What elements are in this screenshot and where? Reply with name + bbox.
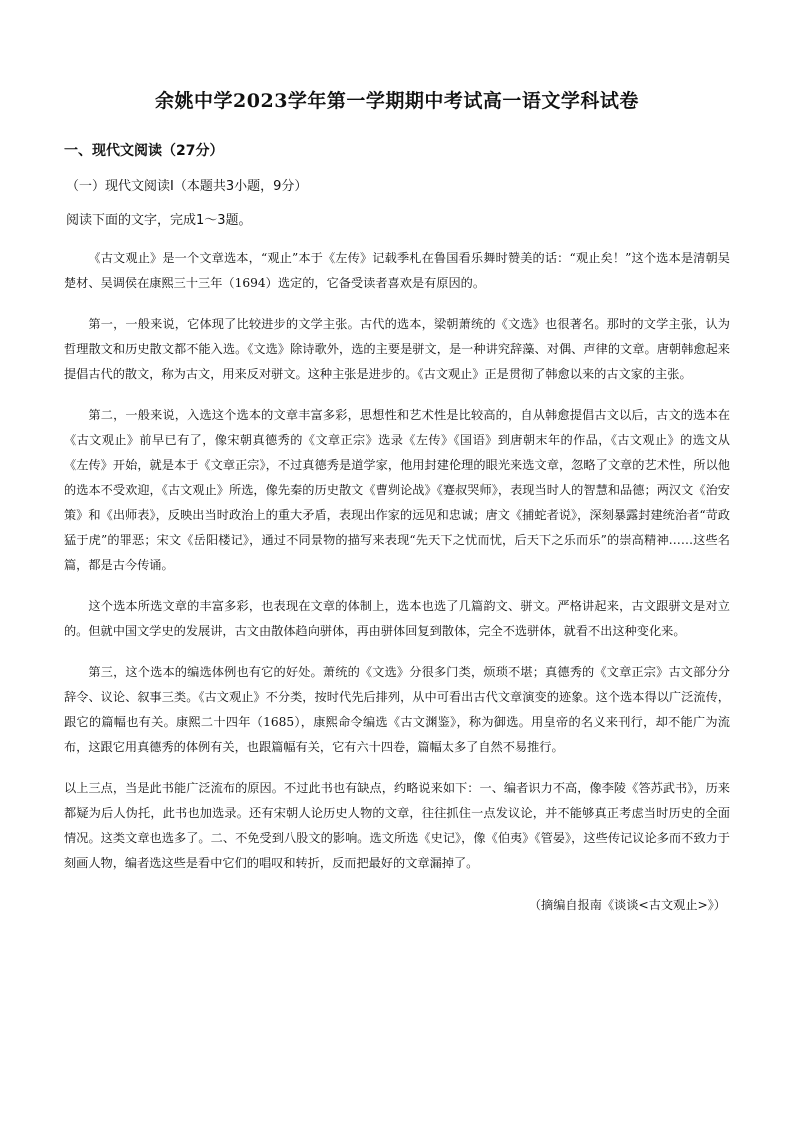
- passage-paragraph: 这个选本所选文章的丰富多彩，也表现在文章的体制上，选本也选了几篇韵文、骈文。严格讲起来，古文跟骈文是对立的。但就中国文学史的发展讲，古文由散体趋向骈体，再由骈体回复到散体，完全不选骈体，就看不出这种变化来。: [64, 599, 730, 638]
- reading-instruction: 阅读下面的文字，完成1～3题。: [66, 213, 252, 228]
- passage-paragraph: 第三，这个选本的编选体例也有它的好处。萧统的《文选》分很多门类，烦琐不堪；真德秀的《文章正宗》古文部分分辞令、议论、叙事三类。《古文观止》不分类，按时代先后排列，从中可看出古代文章演变的迹象。这个选本得以广泛流传，跟它的篇幅也有关。康熙二十四年（1685），康熙命令编选《古文渊鉴》，称为御选。用皇帝的名义来刊行，却不能广为流布，这跟它用真德秀的体例有关，也跟篇幅有关，它有六十四卷，篇幅太多了自然不易推行。: [64, 665, 730, 754]
- passage-paragraph: 以上三点，当是此书能广泛流布的原因。不过此书也有缺点，约略说来如下：一、编者识力不高，像李陵《答苏武书》，历来都疑为后人伪托，此书也加选录。还有宋朝人论历史人物的文章，往往抓住一点发议论，并不能够真正考虑当时历史的全面情况。这类文章也选多了。二、不免受到八股文的影响。选文所选《史记》，像《伯夷》《管晏》，这些传记议论多而不致力于刻画人物，编者选这些是看中它们的唱叹和转折，反而把最好的文章漏掉了。: [64, 781, 730, 870]
- subsection-heading: （一）现代文阅读Ⅰ（本题共3小题，9分）: [66, 179, 308, 194]
- passage-paragraph: 《古文观止》是一个文章选本，“观止”本于《左传》记载季札在鲁国看乐舞时赞美的话：“观止矣！”这个选本是清朝吴楚材、吴调侯在康熙三十三年（1694）选定的，它备受读者喜欢是有原因的。: [64, 251, 730, 290]
- reading-passage: [64, 246, 730, 876]
- section-heading: 一、现代文阅读（27分）: [64, 143, 224, 159]
- passage-paragraph: 第一，一般来说，它体现了比较进步的文学主张。古代的选本，梁朝萧统的《文选》也很著名。那时的文学主张，认为哲理散文和历史散文都不能入选。《文选》除诗歌外，选的主要是骈文，是一种讲究辞藻、对偶、声律的文章。唐朝韩愈起来提倡古代的散文，称为古文，用来反对骈文。这种主张是进步的。《古文观止》正是贯彻了韩愈以来的古文家的主张。: [64, 317, 730, 381]
- passage-paragraph: 第二，一般来说，入选这个选本的文章丰富多彩，思想性和艺术性是比较高的，自从韩愈提倡古文以后，古文的选本在《古文观止》前早已有了，像宋朝真德秀的《文章正宗》选录《左传》《国语》到唐朝末年的作品，《古文观止》的选文从《左传》开始，就是本于《文章正宗》，不过真德秀是道学家，他用封建伦理的眼光来选文章，忽略了文章的艺术性，所以他的选本不受欢迎，《古文观止》所选，像先秦的历史散文《曹刿论战》《蹇叔哭师》，表现当时人的智慧和品德；两汉文《治安策》和《出师表》，反映出当时政治上的重大矛盾，表现出作家的远见和忠诚；唐文《捕蛇者说》，深刻暴露封建统治者“苛政猛于虎”的罪恶；宋文《岳阳楼记》，通过不同景物的描写来表现“先天下之忧而忧，后天下之乐而乐”的崇高精神……这些名篇，都是古今传诵。: [64, 408, 730, 572]
- passage-source: （摘编自报南《谈谈<古文观止>》）: [528, 898, 726, 912]
- exam-title: 余姚中学2023学年第一学期期中考试高一语文学科试卷: [155, 90, 639, 112]
